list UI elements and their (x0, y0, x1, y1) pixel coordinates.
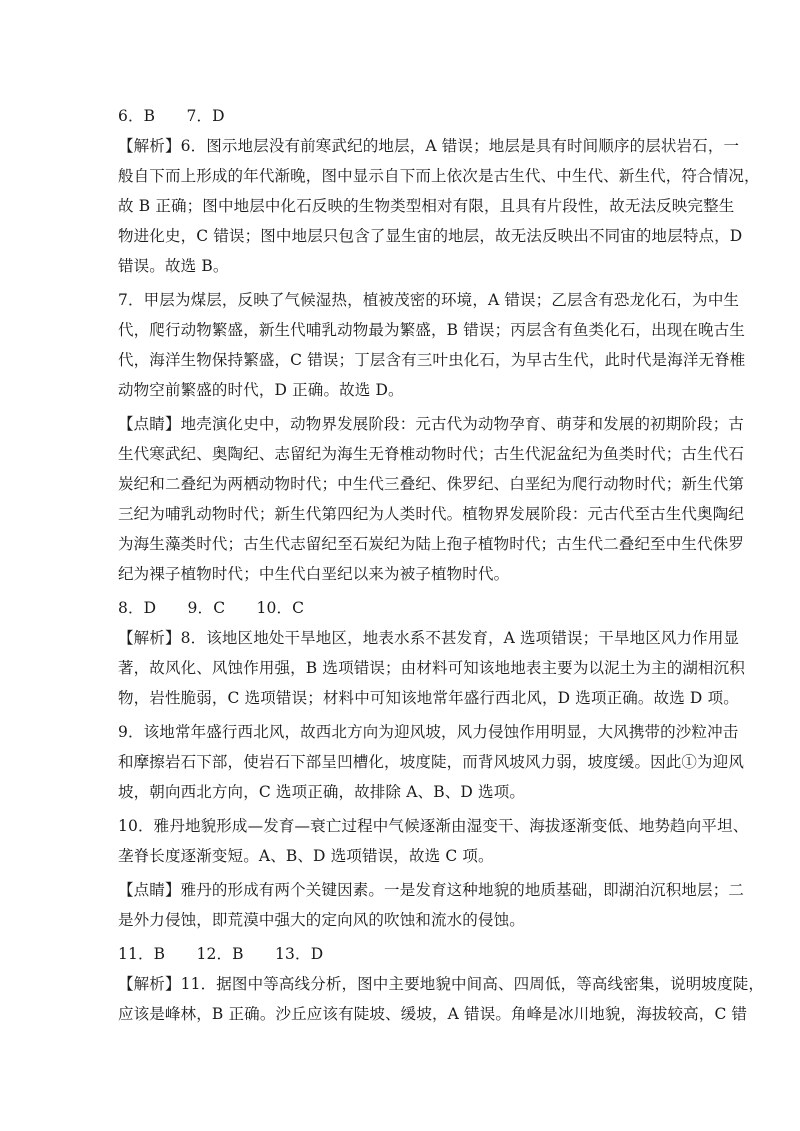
text-line: 是外力侵蚀，即荒漠中强大的定向风的吹蚀和流水的侵蚀。 (118, 911, 525, 929)
text-line: 为海生藻类时代；古生代志留纪至石炭纪为陆上孢子植物时代；古生代二叠纪至中生代侏罗 (118, 535, 745, 553)
text-line: 著，故风化、风蚀作用强，B 选项错误；由材料可知该地地表主要为以泥土为主的湖相沉积 (118, 659, 745, 677)
text-line: 应该是峰林，B 正确。沙丘应该有陡坡、缓坡，A 错误。角峰是冰川地貌，海拔较高，C 错 (118, 1005, 748, 1023)
explanation-paragraph (118, 285, 746, 405)
text-line: 【解析】11．据图中等高线分析，图中主要地貌中间高、四周低，等高线密集，说明坡度陡， (118, 975, 765, 993)
explanation-paragraph (118, 409, 745, 589)
document-page (118, 101, 765, 1033)
answer-key-line (118, 101, 684, 131)
text-line: 生代寒武纪、奥陶纪、志留纪为海生无脊椎动物时代；古生代泥盆纪为鱼类时代；古生代石 (118, 445, 745, 463)
text-line: 9．该地常年盛行西北风，故西北方向为迎风坡，风力侵蚀作用明显，大风携带的沙粒冲击 (118, 723, 739, 741)
text-line: 动物空前繁盛的时代，D 正确。故选 D。 (118, 381, 404, 399)
text-line: 般自下而上形成的年代渐晚，图中显示自下而上依次是古生代、中生代、新生代，符合情况， (118, 167, 760, 185)
text-line: 故 B 正确；图中地层中化石反映的生物类型相对有限，且具有片段性，故无法反映完整生 (118, 197, 735, 215)
explanation-paragraph (118, 811, 749, 871)
explanation-paragraph (118, 717, 745, 807)
text-line: 代，海洋生物保持繁盛，C 错误；丁层含有三叶虫化石，为早古生代，此时代是海洋无脊椎 (118, 351, 746, 369)
text-line: 坡，朝向西北方向，C 选项正确，故排除 A、B、D 选项。 (118, 783, 526, 801)
explanation-paragraph (118, 623, 745, 713)
text-line: 物进化史，C 错误；图中地层只包含了显生宙的地层，故无法反映出不同宙的地层特点，D (118, 227, 743, 245)
text-line: 6．B 7．D (118, 107, 225, 125)
text-line: 炭纪和二叠纪为两栖动物时代；中生代三叠纪、侏罗纪、白垩纪为爬行动物时代；新生代第 (118, 475, 745, 493)
text-line: 7．甲层为煤层，反映了气候湿热，植被茂密的环境，A 错误；乙层含有恐龙化石，为中生 (118, 291, 740, 309)
text-line: 代，爬行动物繁盛，新生代哺乳动物最为繁盛，B 错误；丙层含有鱼类化石，出现在晚古生 (118, 321, 745, 339)
explanation-paragraph (118, 969, 765, 1029)
text-line: 【点睛】雅丹的形成有两个关键因素。一是发育这种地貌的地质基础，即湖泊沉积地层；二 (118, 881, 745, 899)
text-line: 纪为裸子植物时代；中生代白垩纪以来为被子植物时代。 (118, 565, 510, 583)
text-line: 三纪为哺乳动物时代；新生代第四纪为人类时代。植物界发展阶段：元古代至古生代奥陶纪 (118, 505, 745, 523)
text-line: 8．D 9．C 10．C (118, 599, 305, 617)
text-line: 和摩擦岩石下部，使岩石下部呈凹槽化，坡度陡，而背风坡风力弱，坡度缓。因此①为迎风 (118, 753, 745, 771)
text-line: 错误。故选 B。 (118, 257, 229, 275)
answer-key-line (118, 939, 684, 969)
text-line: 10．雅丹地貌形成—发育—衰亡过程中气候逐渐由湿变干、海拔逐渐变低、地势趋向平坦、 (118, 817, 749, 835)
explanation-paragraph (118, 131, 760, 281)
text-line: 【解析】6．图示地层没有前寒武纪的地层，A 错误；地层是具有时间顺序的层状岩石，一 (118, 137, 740, 155)
text-line: 垄脊长度逐渐变短。A、B、D 选项错误，故选 C 项。 (118, 847, 494, 865)
text-line: 【解析】8．该地区地处干旱地区，地表水系不甚发育，A 选项错误；干旱地区风力作用显 (118, 629, 740, 647)
answer-key-line (118, 593, 684, 623)
text-line: 物，岩性脆弱，C 选项错误；材料中可知该地常年盛行西北风，D 选项正确。故选 D 项。 (118, 689, 739, 707)
text-line: 【点睛】地壳演化史中，动物界发展阶段：元古代为动物孕育、萌芽和发展的初期阶段；古 (118, 415, 745, 433)
explanation-paragraph (118, 875, 745, 935)
text-line: 11．B 12．B 13．D (118, 945, 324, 963)
